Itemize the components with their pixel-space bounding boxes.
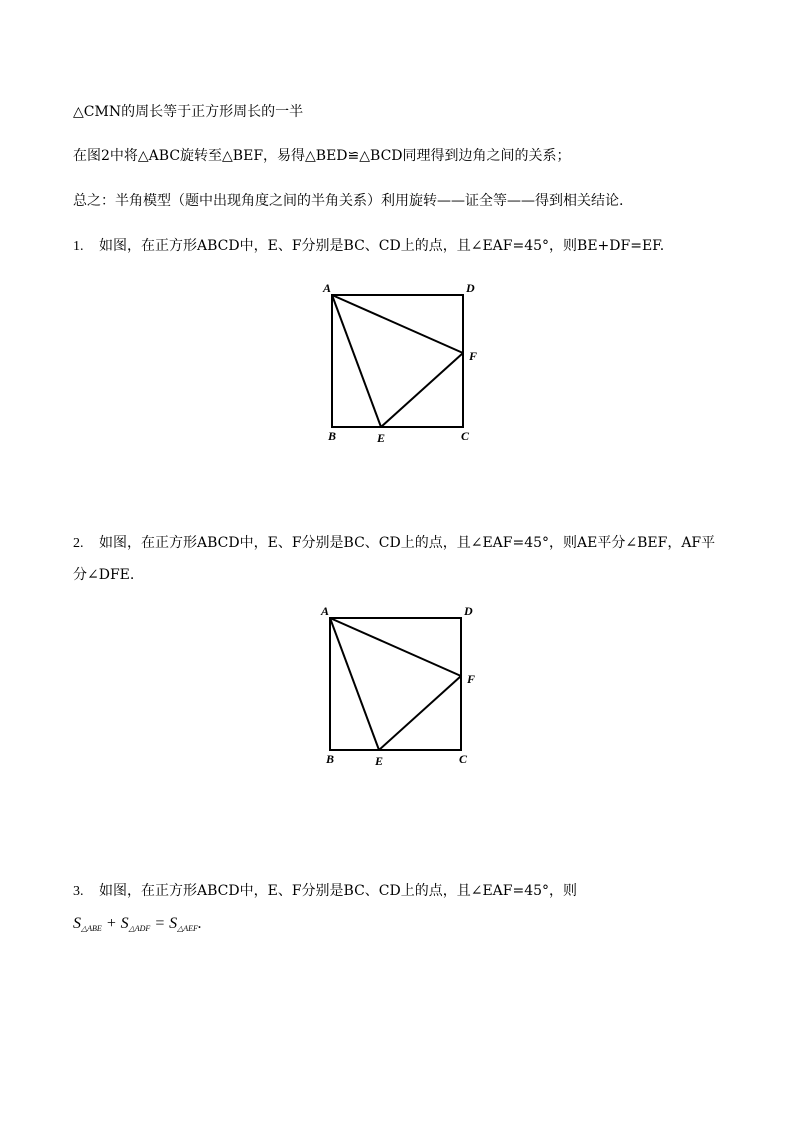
problem-number: 3. — [73, 884, 84, 899]
label-d: D — [466, 281, 475, 295]
formula-sub: △ABE — [81, 924, 102, 933]
formula-plus: + — [105, 915, 117, 932]
segment-af — [330, 618, 461, 676]
segment-ae — [330, 618, 379, 750]
label-a: A — [323, 281, 332, 295]
label-e: E — [375, 754, 384, 768]
formula-equals: = — [154, 915, 166, 932]
label-c: C — [461, 429, 470, 443]
figure-2-svg — [318, 603, 478, 768]
formula-sub: △ADF — [128, 924, 151, 933]
figure-1-svg — [320, 280, 480, 445]
label-b: B — [328, 429, 337, 443]
problem-1 — [73, 237, 664, 256]
intro-line-1: △CMN的周长等于正方形周长的一半 — [73, 104, 304, 120]
label-f: F — [467, 672, 476, 686]
formula-s: S — [169, 915, 178, 932]
problem-3 — [73, 882, 577, 901]
label-b: B — [326, 752, 335, 766]
label-e: E — [377, 431, 386, 445]
problem-text: 如图，在正方形ABCD中，E、F分别是BC、CD上的点，且∠EAF=45°，则BE+DF=EF. — [99, 238, 665, 254]
segment-ef — [379, 676, 461, 750]
segment-ae — [332, 295, 381, 427]
formula-s: S — [120, 915, 129, 932]
label-d: D — [464, 604, 473, 618]
figure-2 — [318, 603, 478, 768]
segment-ef — [381, 353, 463, 427]
figure-1 — [320, 280, 480, 445]
intro-line-3: 总之：半角模型（题中出现角度之间的半角关系）利用旋转——证全等——得到相关结论. — [73, 193, 624, 209]
area-formula — [73, 915, 202, 938]
problem-number: 1. — [73, 239, 84, 254]
intro-line-2: 在图2中将△ABC旋转至△BEF，易得△BED≌△BCD同理得到边角之间的关系； — [73, 148, 571, 164]
label-c: C — [459, 752, 468, 766]
problem-number: 2. — [73, 536, 84, 551]
formula-period: . — [197, 915, 202, 932]
problem-2 — [73, 534, 715, 553]
problem-text: 如图，在正方形ABCD中，E、F分别是BC、CD上的点，且∠EAF=45°，则 — [99, 883, 578, 899]
label-f: F — [469, 349, 478, 363]
label-a: A — [321, 604, 330, 618]
formula-sub: △AEF — [177, 924, 198, 933]
formula-s: S — [73, 915, 81, 932]
problem-2-cont: 分∠DFE. — [73, 567, 135, 583]
square-abcd — [332, 295, 463, 427]
square-abcd — [330, 618, 461, 750]
segment-af — [332, 295, 463, 353]
problem-text: 如图，在正方形ABCD中，E、F分别是BC、CD上的点，且∠EAF=45°，则AE平分∠BEF，AF平 — [99, 535, 716, 551]
